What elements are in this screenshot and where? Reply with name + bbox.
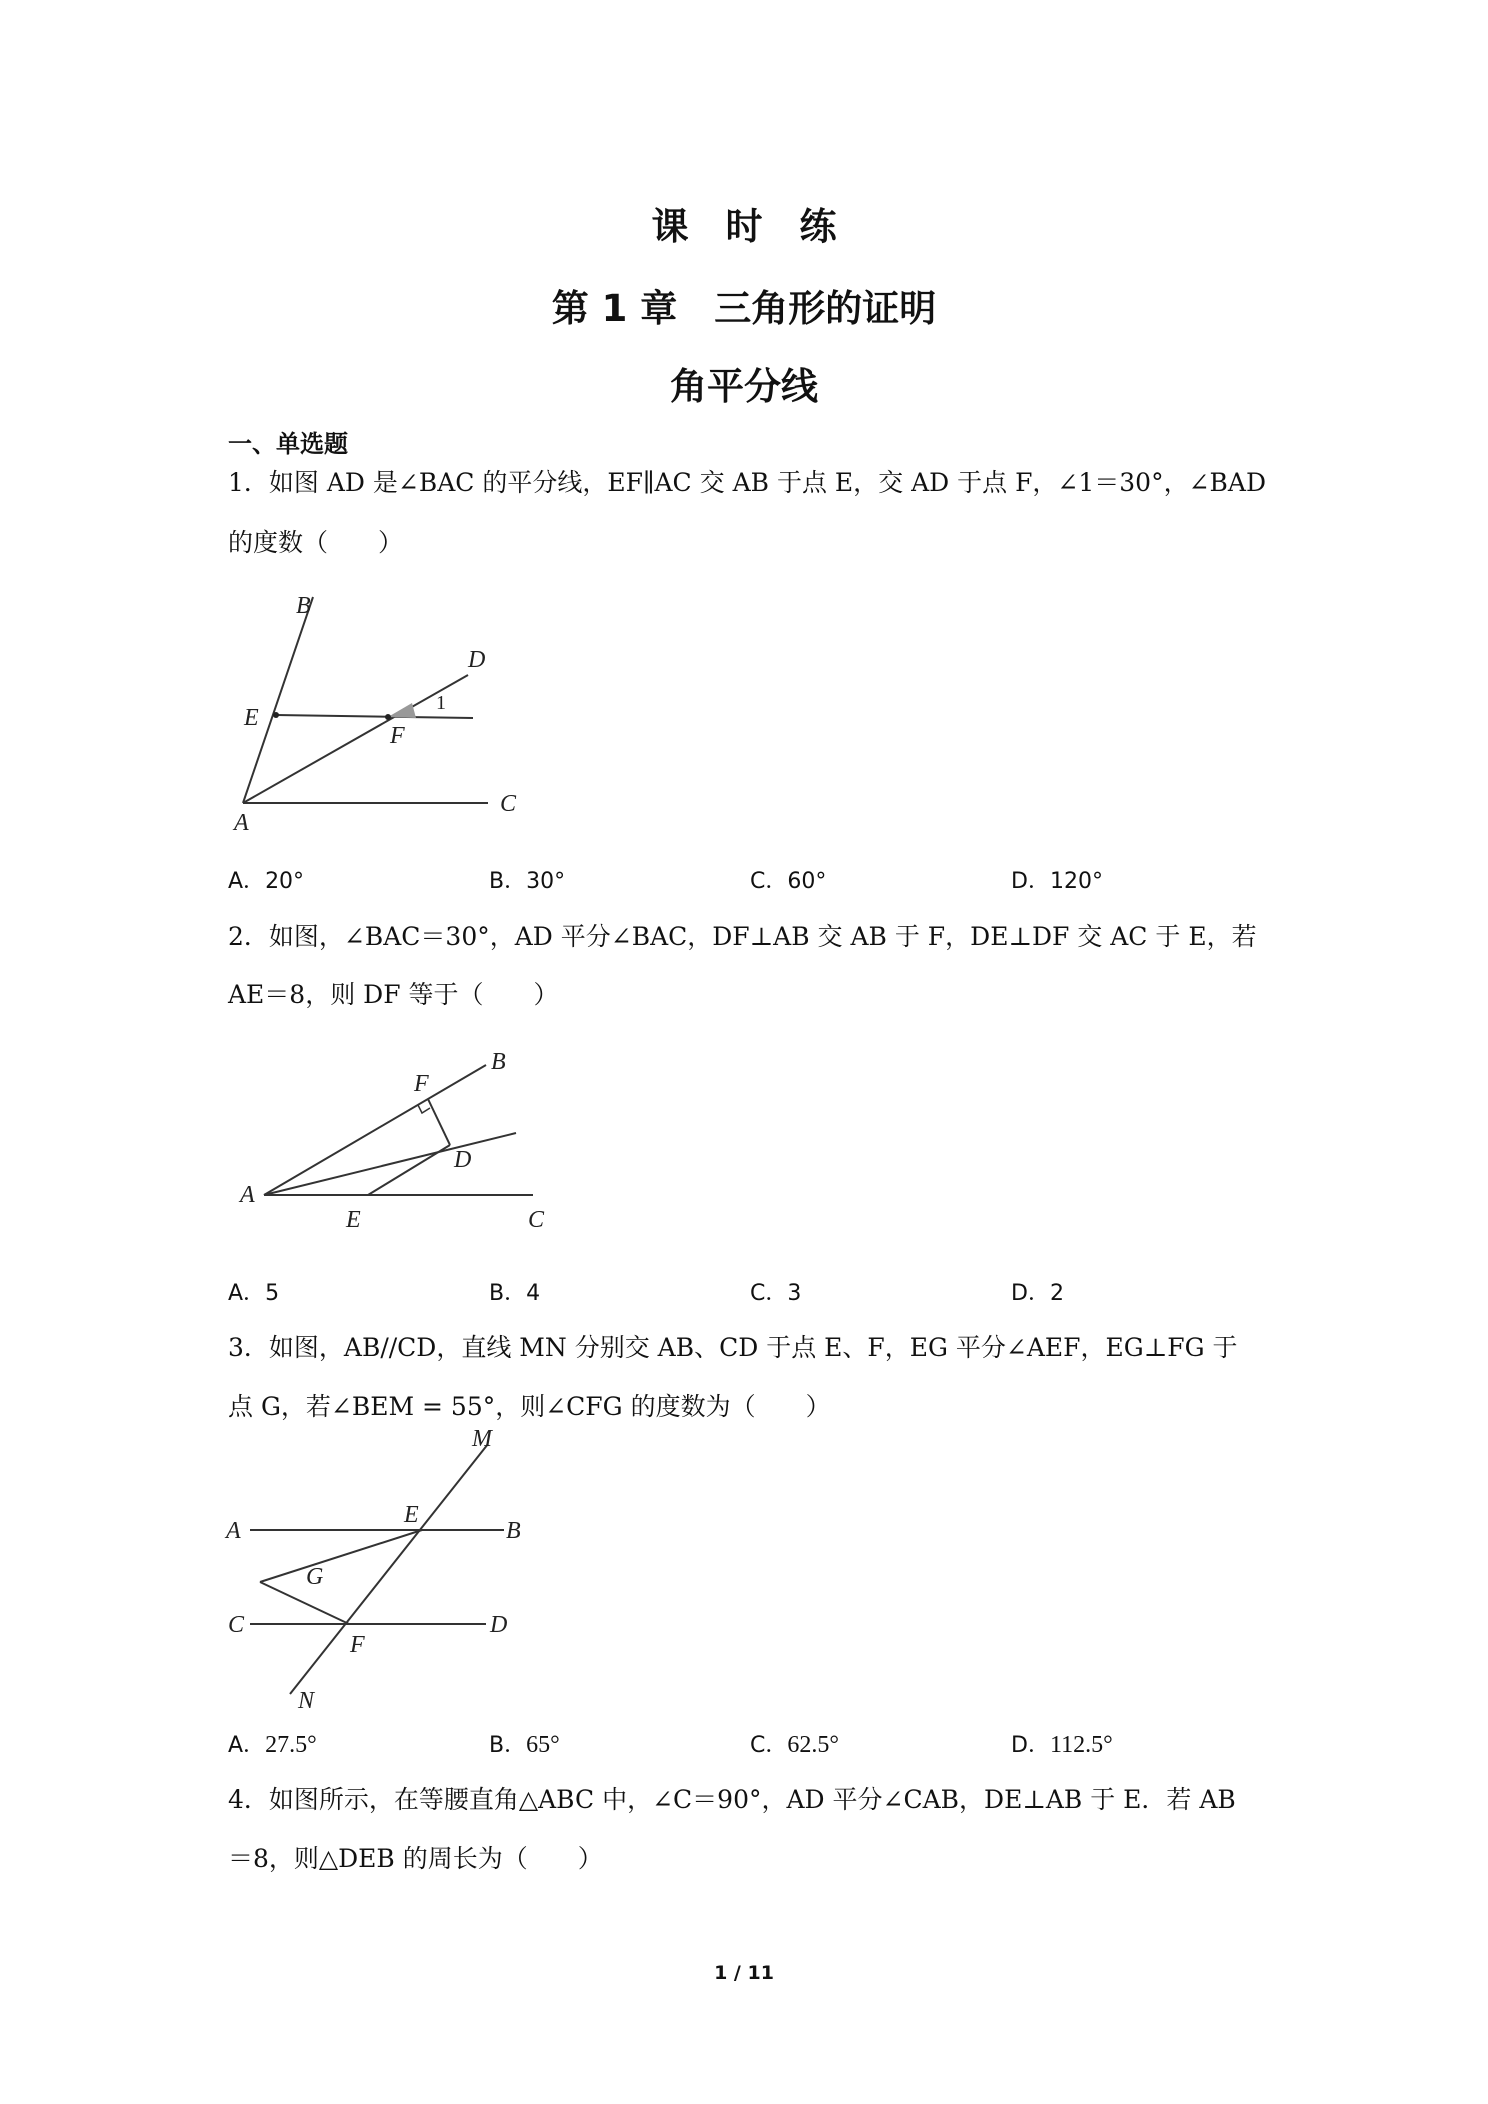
q1-label-1: 1 [436,692,446,714]
topic-title: 角平分线 [670,365,818,408]
q2-label-b: B [491,1049,506,1075]
option-value: 20° [265,869,305,894]
option-value: 4 [526,1281,541,1306]
worksheet-title: 课 时 练 [651,205,837,248]
option-letter: A． [228,1281,266,1306]
option-letter: C． [750,1733,788,1758]
q2-option-a[interactable] [228,1276,279,1307]
q2-option-d[interactable] [1011,1276,1064,1307]
chapter-title: 第 1 章 三角形的证明 [551,287,937,330]
q3-option-d[interactable] [1011,1728,1113,1759]
q1-label-a: A [234,810,249,835]
q1-option-d[interactable] [1011,864,1103,895]
q2-line-ad [264,1133,516,1195]
q1-label-c: C [500,791,517,817]
option-letter: D． [1011,1281,1050,1306]
option-letter: B． [489,869,527,894]
q2-figure [228,1045,568,1235]
q3-label-d: D [490,1612,508,1638]
q1-line-ef [276,715,473,718]
q3-line-gf [260,1582,349,1624]
page-number: 1 / 11 [714,1962,774,1984]
q3-option-c[interactable] [750,1728,839,1759]
option-value: 60° [787,869,827,894]
q1-option-c[interactable] [750,864,826,895]
q1-line-ab [243,597,313,803]
q3-label-m: M [472,1430,492,1452]
q3-label-n: N [298,1688,315,1712]
option-value: 3 [787,1281,802,1306]
q2-line-df [428,1099,450,1145]
option-value: 27.5° [265,1732,317,1758]
q1-label-e: E [244,705,259,731]
q3-label-c: C [228,1612,245,1638]
q2-label-c: C [528,1207,545,1233]
q1-label-f: F [390,723,405,749]
q1-point-f [385,714,391,720]
q3-label-f: F [350,1632,365,1658]
option-letter: C． [750,869,788,894]
option-value: 5 [265,1281,280,1306]
option-letter: C． [750,1281,788,1306]
option-value: 120° [1049,869,1103,894]
option-letter: A． [228,1733,266,1758]
option-value: 112.5° [1049,1732,1113,1758]
q3-text-line1: 3．如图，AB//CD，直线 MN 分别交 AB、CD 于点 E、F，EG 平分∠AEF，EG⊥FG 于 [228,1333,1238,1362]
q2-option-c[interactable] [750,1276,801,1307]
q3-option-b[interactable] [489,1728,560,1759]
q1-label-d: D [468,647,486,673]
option-value: 65° [526,1732,560,1758]
q1-text-line1: 1．如图 AD 是∠BAC 的平分线，EF∥AC 交 AB 于点 E，交 AD 于点 F，∠1＝30°，∠BAD [228,468,1267,497]
q1-option-b[interactable] [489,864,565,895]
q1-line-ad [243,675,468,803]
q2-label-f: F [414,1071,429,1097]
q2-right-angle-mark [418,1105,430,1113]
option-letter: D． [1011,1733,1050,1758]
q2-label-e: E [346,1207,361,1233]
q2-line-ab [264,1065,486,1195]
q3-option-a[interactable] [228,1728,317,1759]
option-letter: D． [1011,869,1050,894]
q4-text-line1: 4．如图所示，在等腰直角△ABC 中，∠C＝90°，AD 平分∠CAB，DE⊥AB 于 E．若 AB [228,1785,1236,1814]
q2-text-line1: 2．如图，∠BAC＝30°，AD 平分∠BAC，DF⊥AB 交 AB 于 F，DE⊥DF 交 AC 于 E，若 [228,922,1257,951]
q3-label-e: E [404,1502,419,1528]
q3-label-a: A [226,1518,241,1544]
option-letter: B． [489,1733,527,1758]
option-value: 62.5° [787,1732,839,1758]
q3-figure [222,1430,542,1712]
q3-line-eg [260,1530,422,1582]
q1-angle-1-mark [388,703,416,718]
q1-point-e [273,712,279,718]
q1-text-line2: 的度数（ ） [228,528,404,557]
option-value: 2 [1049,1281,1064,1306]
option-letter: A． [228,869,266,894]
option-value: 30° [526,869,566,894]
q2-option-b[interactable] [489,1276,540,1307]
q2-line-de [368,1145,450,1195]
q1-figure [228,585,528,835]
q2-label-a: A [240,1182,255,1208]
q3-text-line2: 点 G，若∠BEM = 55°，则∠CFG 的度数为（ ） [228,1392,831,1421]
q3-label-g: G [306,1564,324,1590]
q1-option-a[interactable] [228,864,304,895]
q2-text-line2: AE＝8，则 DF 等于（ ） [228,980,559,1009]
q4-text-line2: ＝8，则△DEB 的周长为（ ） [228,1844,603,1873]
q3-label-b: B [506,1518,521,1544]
q1-label-b: B [296,593,311,619]
section-heading: 一、单选题 [228,430,348,458]
option-letter: B． [489,1281,527,1306]
q2-label-d: D [454,1147,472,1173]
